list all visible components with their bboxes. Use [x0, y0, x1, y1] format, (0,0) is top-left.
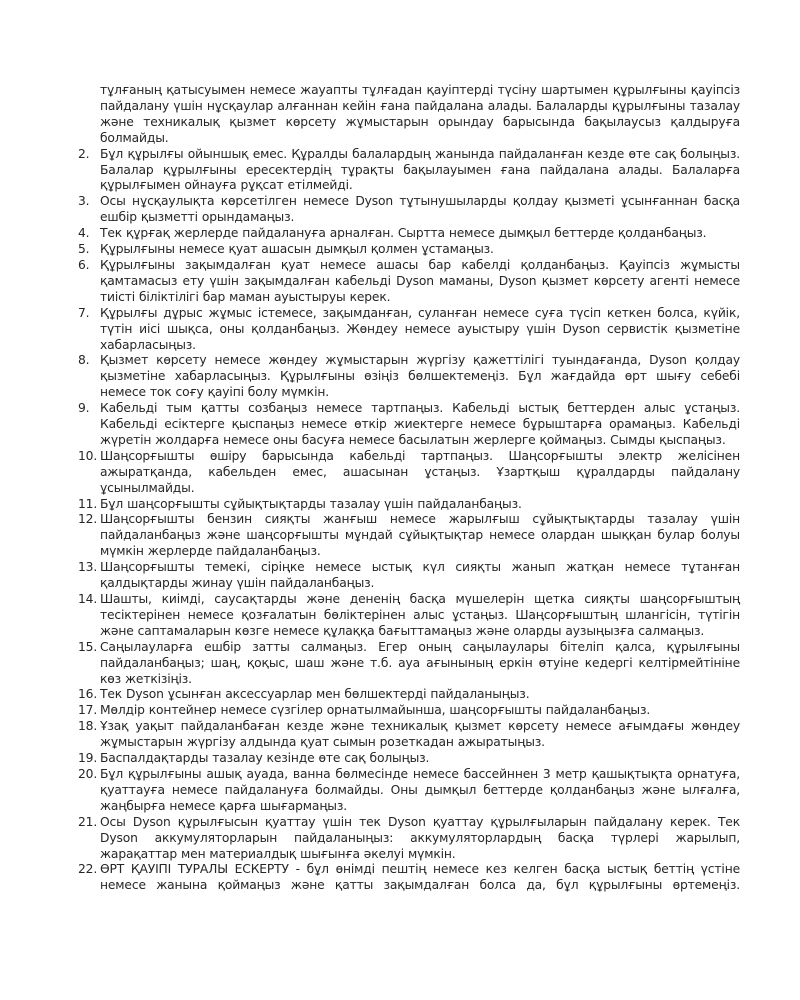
item-text: ӨРТ ҚАУІПІ ТУРАЛЫ ЕСКЕРТУ - бұл өнімді пештің немесе кез келген басқа ыстық беттің үстіне немесе жанына қоймаңыз және қатты зақымдалған болса да, бұл құрылғыны өртемеңіз.	[100, 862, 740, 893]
item-number: 15.	[78, 639, 98, 654]
list-item	[78, 815, 740, 863]
list-item	[78, 449, 740, 497]
item-text: Тек құрғақ жерлерде пайдалануға арналған. Сыртта немесе дымқыл беттерде қолданбаңыз.	[100, 226, 707, 241]
item-text: Саңылауларға ешбір затты салмаңыз. Егер оның саңылаулары бітеліп қалса, құрылғыны пайдаланбаңыз; шаң, қоқыс, шаш және т.б. ауа ағынының еркін өтуіне кедергі келтірмейтініне көз жеткізіңіз.	[100, 639, 740, 686]
item-text: Кабельді тым қатты созбаңыз немесе тартпаңыз. Кабельді ыстық беттерден алыс ұстаңыз. Кабельді есіктерге қыспаңыз немесе өткір жиектерге немесе бұрыштарға орамаңыз. Кабельді жүретін жолдарға немесе оны басуға немесе басылатын жерлерге қоймаңыз. Сымды қыспаңыз.	[100, 401, 740, 447]
item-text: Құрылғыны зақымдалған қуат немесе ашасы бар кабелді қолданбаңыз. Қауіпсіз жұмысты қамтамасыз ету үшін зақымдалған кабельді Dyson маманы, Dyson қызмет көрсету агенті немесе тиісті біліктілігі бар маман ауыстыруы керек.	[100, 257, 740, 304]
item-number: 8.	[78, 353, 90, 368]
list-item	[78, 862, 740, 894]
list-item	[78, 751, 740, 767]
list-item	[78, 306, 740, 354]
item-number: 4.	[78, 226, 90, 241]
item-number: 20.	[78, 766, 98, 781]
list-item	[78, 687, 740, 703]
item-text: Осы нұсқаулықта көрсетілген немесе Dyson тұтынушыларды қолдау қызметі ұсынғаннан басқа ешбір қызметті орындамаңыз.	[100, 194, 740, 225]
item-number: 7.	[78, 305, 90, 320]
list-item	[78, 592, 740, 640]
item-number: 5.	[78, 242, 90, 257]
list-item	[78, 767, 740, 815]
item-text: Тек Dyson ұсынған аксессуарлар мен бөлшектерді пайдаланыңыз.	[100, 687, 530, 702]
item-text: Бұл құрылғыны ашық ауада, ванна бөлмесінде немесе бассейннен 3 метр қашықтықта орнатуға, қуаттауға немесе пайдалануға болмайды. Оны дымқыл беттерде қолданбаңыз және ылғалға, жаңбырға немесе қарға шығармаңыз.	[100, 766, 740, 813]
item-text: Құрылғыны немесе қуат ашасын дымқыл қолмен ұстамаңыз.	[100, 242, 494, 257]
list-item	[78, 640, 740, 688]
item-text: Мөлдір контейнер немесе сүзгілер орнатылмайынша, шаңсорғышты пайдаланбаңыз.	[100, 703, 651, 718]
list-item	[78, 258, 740, 306]
list-item	[78, 83, 740, 147]
item-text: Қызмет көрсету немесе жөндеу жұмыстарын жүргізу қажеттілігі туындағанда, Dyson қолдау қызметіне хабарласыңыз. Құрылғыны өзіңіз бөлшектемеңіз. Бұл жағдайда өрт шығу себебі немесе ток соғу қауіпі болу мүмкін.	[100, 353, 740, 400]
item-text: Шаңсорғышты бензин сияқты жанғыш немесе жарылғыш сұйықтықтарды тазалау үшін пайдаланбаңыз және шаңсорғышты мұндай сұйықтықтар немесе олардан шыққан булар болуы мүмкін жерлерде пайдаланбаңыз.	[100, 512, 740, 559]
item-number: 10.	[78, 448, 98, 463]
list-item	[78, 194, 740, 226]
safety-instructions-list	[78, 83, 740, 894]
item-number: 22.	[78, 862, 98, 877]
item-number: 6.	[78, 257, 90, 272]
item-number: 11.	[78, 496, 98, 511]
item-number: 9.	[78, 401, 90, 416]
item-number: 3.	[78, 194, 90, 209]
item-number: 17.	[78, 703, 98, 718]
item-number: 12.	[78, 512, 98, 527]
item-text: Шаңсорғышты темекі, сіріңке немесе ыстық күл сияқты жанып жатқан немесе тұтанған қалдықтарды жинау үшін пайдаланбаңыз.	[100, 560, 740, 591]
list-item	[78, 719, 740, 751]
item-text: Баспалдақтарды тазалау кезінде өте сақ болыңыз.	[100, 751, 430, 766]
item-number: 19.	[78, 751, 98, 766]
item-text: Ұзақ уақыт пайдаланбаған кезде және техникалық қызмет көрсету немесе ағымдағы жөндеу жұмыстарын жүргізу алдында қуат сымын розеткадан ажыратыңыз.	[100, 719, 740, 750]
item-text: Бұл құрылғы ойыншық емес. Құралды балалардың жанында пайдаланған кезде өте сақ болыңыз. Балалар құрылғыны ересектердің тұрақты бақылауымен ғана пайдалана алады. Балаларға құрылғымен ойнауға рұқсат етілмейді.	[100, 146, 740, 193]
item-number: 16.	[78, 687, 98, 702]
item-text: Осы Dyson құрылғысын қуаттау үшін тек Dyson қуаттау құрылғыларын пайдалану керек. Тек Dyson аккумуляторларын пайдаланыңыз: аккумуляторлардың басқа түрлері жарылып, жарақаттар мен материалдық шығынға әкелуі мүмкін.	[100, 814, 740, 861]
item-text: Шашты, киімді, саусақтарды және дененің басқа мүшелерін щетка сияқты шаңсорғыштың тесіктерінен немесе қозғалатын бөліктерінен алыс ұстаңыз. Шаңсорғыштың шлангісін, түтігін және саптамаларын көзге немесе құлаққа бағыттамаңыз және оларды аузыңызға салмаңыз.	[100, 592, 740, 638]
item-text: тұлғаның қатысуымен немесе жауапты тұлғадан қауіптерді түсіну шартымен құрылғыны қауіпсіз пайдалану үшін нұсқаулар алғаннан кейін ғана пайдалана алады. Балаларды құрылғыны тазалау және техникалық қызмет көрсету жұмыстарын орындау барысында бақылаусыз қалдыруға болмайды.	[100, 83, 740, 145]
item-text: Бұл шаңсорғышты сұйықтықтарды тазалау үшін пайдаланбаңыз.	[100, 496, 522, 511]
item-number: 14.	[78, 592, 98, 606]
list-item	[78, 703, 740, 719]
item-text: Құрылғы дұрыс жұмыс істемесе, зақымданған, суланған немесе суға түсіп кеткен болса, күйік, түтін иісі шықса, оны қолданбаңыз. Жөндеу немесе ауыстыру үшін Dyson сервистік қызметіне хабарласыңыз.	[100, 305, 740, 352]
list-item	[78, 353, 740, 401]
item-number: 21.	[78, 814, 98, 829]
list-item	[78, 497, 740, 513]
item-number: 2.	[78, 146, 90, 161]
list-item	[78, 226, 740, 242]
list-item	[78, 401, 740, 449]
item-number: 18.	[78, 719, 98, 734]
list-item	[78, 512, 740, 560]
item-number: 13.	[78, 560, 98, 575]
list-item	[78, 242, 740, 258]
list-item	[78, 147, 740, 195]
item-text: Шаңсорғышты өшіру барысында кабельді тартпаңыз. Шаңсорғышты электр желісінен ажыратқанда, кабельден емес, ашасынан ұстаңыз. Ұзартқыш құралдарды пайдалану ұсынылмайды.	[100, 448, 740, 495]
list-item	[78, 560, 740, 592]
